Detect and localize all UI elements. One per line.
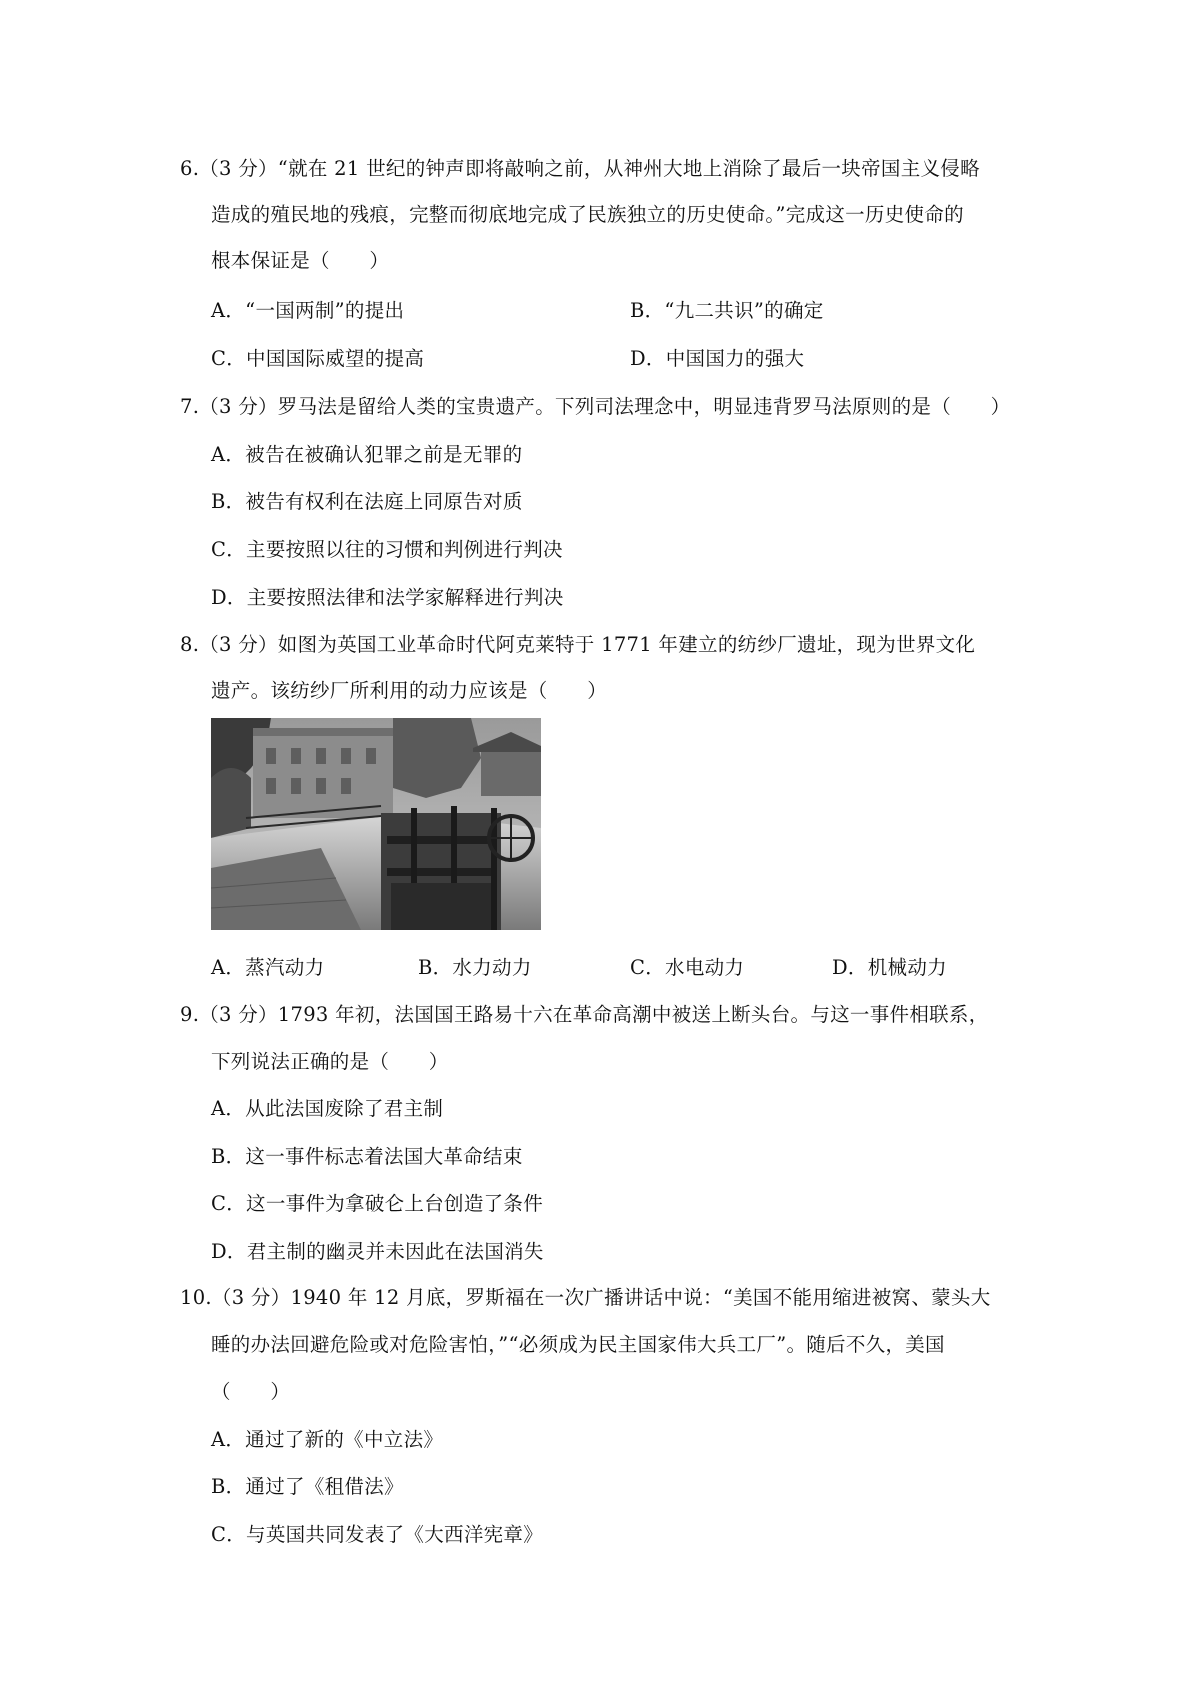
q9-option-c[interactable]: C．这一事件为拿破仑上台创造了条件	[211, 1192, 544, 1215]
q8-option-c[interactable]: C．水电动力	[630, 956, 745, 979]
q9-option-b[interactable]: B．这一事件标志着法国大革命结束	[211, 1145, 523, 1168]
q9-stem-line-2: 下列说法正确的是（ ）	[211, 1050, 449, 1073]
q10-stem-line-1: 10.（3 分）1940 年 12 月底，罗斯福在一次广播讲话中说：“美国不能用缩进被窝、蒙头大	[180, 1286, 991, 1309]
q10-stem-line-2: 睡的办法回避危险或对危险害怕，”“必须成为民主国家伟大兵工厂”。随后不久，美国	[211, 1333, 945, 1356]
q10-option-a[interactable]: A．通过了新的《中立法》	[211, 1428, 444, 1451]
q6-stem-line-2: 造成的殖民地的残痕，完整而彻底地完成了民族独立的历史使命。”完成这一历史使命的	[211, 203, 964, 226]
q9-option-d[interactable]: D．君主制的幽灵并未因此在法国消失	[211, 1240, 544, 1263]
q6-option-d[interactable]: D．中国国力的强大	[630, 347, 805, 370]
q10-option-b[interactable]: B．通过了《租借法》	[211, 1475, 404, 1498]
q8-option-b[interactable]: B．水力动力	[418, 956, 532, 979]
q6-stem-line-3: 根本保证是（ ）	[211, 249, 390, 272]
q9-option-a[interactable]: A．从此法国废除了君主制	[211, 1097, 444, 1120]
q9-stem-line-1: 9.（3 分）1793 年初，法国国王路易十六在革命高潮中被送上断头台。与这一事件相联系，	[180, 1003, 989, 1026]
q7-option-a[interactable]: A．被告在被确认犯罪之前是无罪的	[211, 443, 523, 466]
q6-option-b[interactable]: B．“九二共识”的确定	[630, 299, 824, 322]
q7-option-c[interactable]: C．主要按照以往的习惯和判例进行判决	[211, 538, 563, 561]
q8-option-a[interactable]: A．蒸汽动力	[211, 956, 325, 979]
q8-option-d[interactable]: D．机械动力	[832, 956, 947, 979]
q7-option-b[interactable]: B．被告有权利在法庭上同原告对质	[211, 490, 523, 513]
mill-ruins-photo	[211, 718, 541, 930]
q6-stem-line-1: 6.（3 分）“就在 21 世纪的钟声即将敲响之前，从神州大地上消除了最后一块帝国主义侵略	[180, 157, 980, 180]
q6-option-c[interactable]: C．中国国际威望的提高	[211, 347, 425, 370]
q7-option-d[interactable]: D．主要按照法律和法学家解释进行判决	[211, 586, 564, 609]
q6-option-a[interactable]: A．“一国两制”的提出	[211, 299, 405, 322]
q10-stem-line-3: （ ）	[211, 1380, 291, 1403]
q8-stem-line-1: 8.（3 分）如图为英国工业革命时代阿克莱特于 1771 年建立的纺纱厂遗址，现为世界文化	[180, 633, 976, 656]
q10-option-c[interactable]: C．与英国共同发表了《大西洋宪章》	[211, 1523, 544, 1546]
q8-stem-line-2: 遗产。该纺纱厂所利用的动力应该是（ ）	[211, 679, 608, 702]
q7-stem-line-1: 7.（3 分）罗马法是留给人类的宝贵遗产。下列司法理念中，明显违背罗马法原则的是（ ）	[180, 395, 1011, 418]
